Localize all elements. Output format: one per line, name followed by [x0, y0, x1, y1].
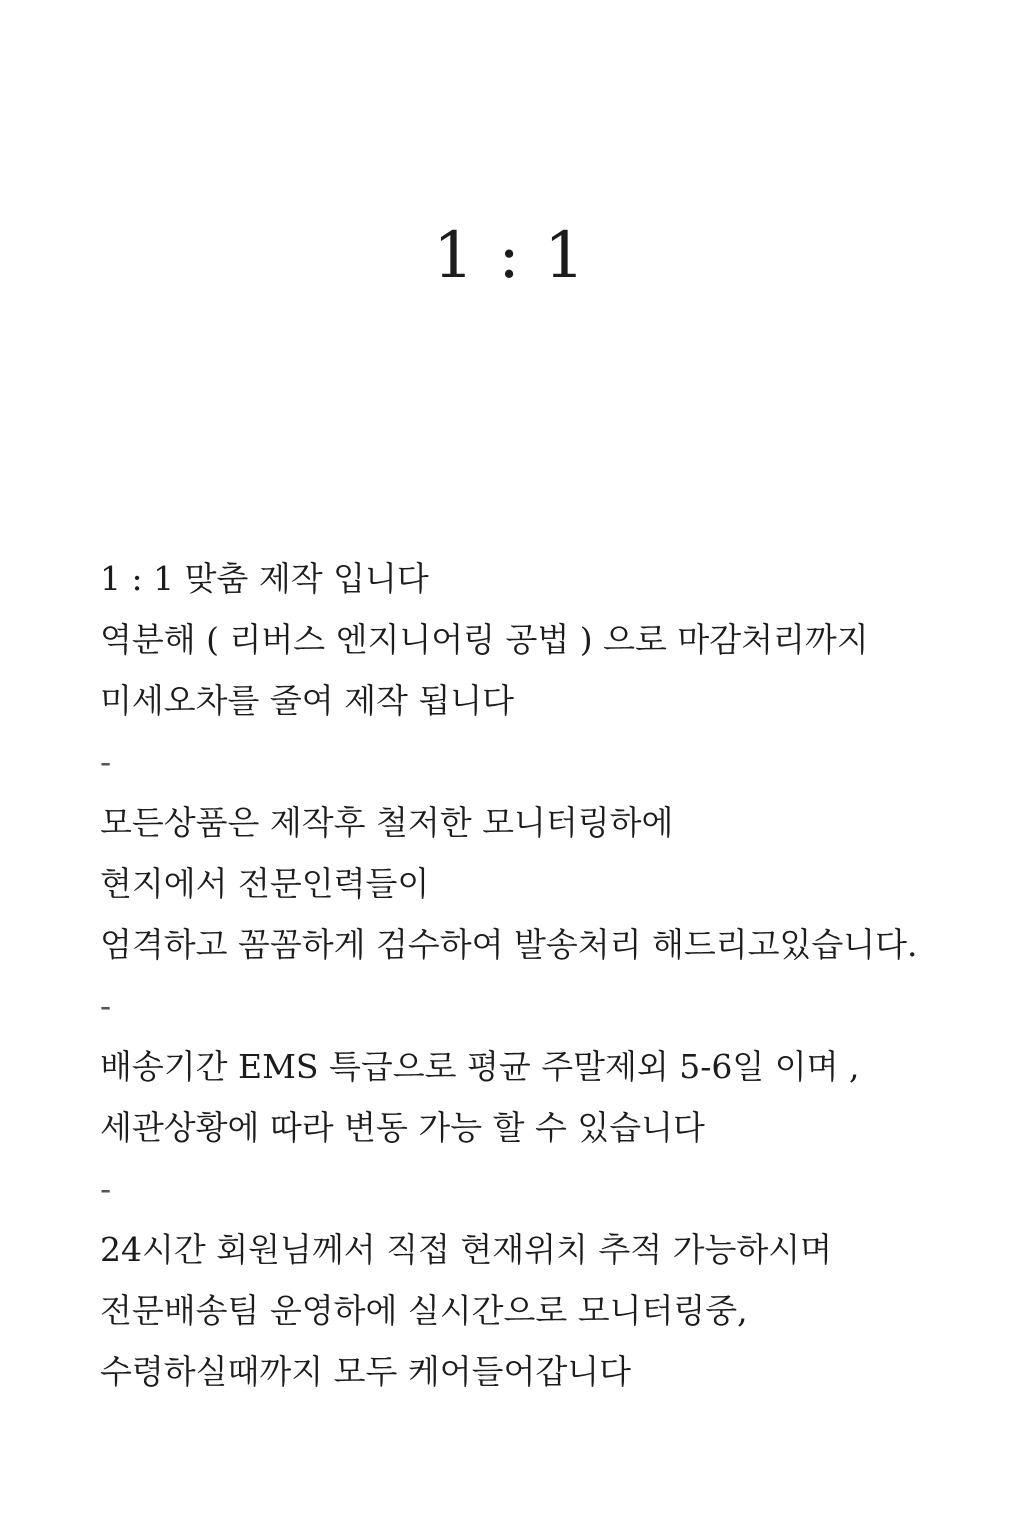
text-line: 24시간 회원님께서 직접 현재위치 추적 가능하시며 [100, 1230, 832, 1269]
separator-dash: - [100, 986, 112, 1025]
text-line: 수령하실때까지 모두 케어들어갑니다 [100, 1352, 632, 1391]
text-line: 전문배송팀 운영하에 실시간으로 모니터링중, [100, 1291, 748, 1330]
text-line: 역분해 ( 리버스 엔지니어링 공법 ) 으로 마감처리까지 [100, 620, 869, 659]
separator-dash: - [100, 742, 112, 781]
text-line: 현지에서 전문인력들이 [100, 864, 430, 903]
text-line: 배송기간 EMS 특급으로 평균 주말제외 5-6일 이며 , [100, 1047, 860, 1086]
text-line: 1 : 1 맞춤 제작 입니다 [100, 559, 429, 598]
separator-dash: - [100, 1169, 112, 1208]
text-line: 엄격하고 꼼꼼하게 검수하여 발송처리 해드리고있습니다. [100, 925, 918, 964]
page-title: 1 : 1 [433, 219, 587, 293]
text-line: 세관상황에 따라 변동 가능 할 수 있습니다 [100, 1108, 705, 1147]
description-text [100, 548, 980, 1402]
text-line: 모든상품은 제작후 철저한 모니터링하에 [100, 803, 674, 842]
text-line: 미세오차를 줄여 제작 됩니다 [100, 681, 515, 720]
